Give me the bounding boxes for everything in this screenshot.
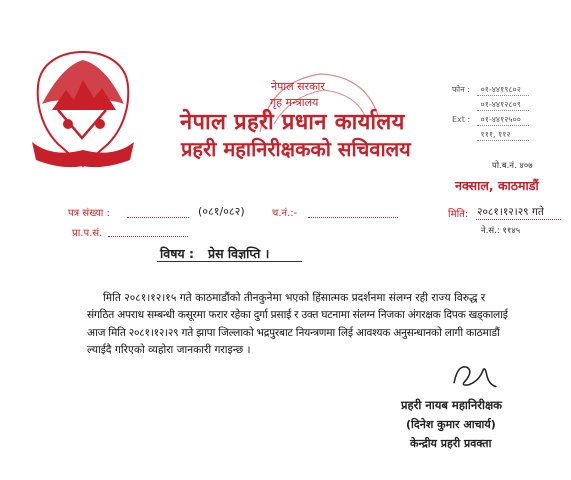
- phone-row-2: [452, 99, 529, 111]
- body-line-4: ल्याईदै गरिएको व्यहोरा जानकारी गराइन्छ ।: [87, 344, 251, 357]
- signatory-role: केन्द्रीय प्रहरी प्रवक्ता: [410, 437, 492, 450]
- phone-number-2: ०१-४४१२८०९: [477, 99, 529, 111]
- dispatch-number-label: च.नं.:-: [272, 208, 298, 219]
- date-value: २०८१।१२।२९ गते: [477, 206, 544, 218]
- ext-number-2: १११, ११२: [477, 129, 529, 141]
- subject-text: प्रेस विज्ञप्ति ।: [208, 246, 270, 261]
- body-line-3: आज मिति २०८१।१२।२९ गते झापा जिल्लाको भद्रपुरबाट नियन्त्रणमा लिई आवश्यक अनुसन्धानको लागी काठमाडौं: [87, 326, 500, 339]
- receipt-number-line: [108, 236, 188, 237]
- ext-number-1: ०१-४४१२५००: [477, 114, 529, 126]
- dispatch-number-line: [308, 217, 398, 218]
- subject-label: विषय :: [160, 246, 195, 261]
- signatory-name: (दिनेश कुमार आचार्य): [406, 418, 496, 431]
- press-release-body: [87, 290, 527, 360]
- po-box: पो.ब.नं. ४०७: [492, 161, 533, 171]
- ministry-line: गृह मन्त्रालय: [270, 96, 319, 109]
- office-title: नेपाल प्रहरी प्रधान कार्यालय: [180, 110, 405, 135]
- ext-label: Ext :: [452, 115, 471, 124]
- fiscal-year: (०८१/०८२): [198, 205, 245, 218]
- signatory-designation: प्रहरी नायब महानिरीक्षक: [401, 398, 503, 412]
- secretariat-title: प्रहरी महानिरीक्षकको सचिवालय: [181, 137, 411, 161]
- date-label: मिति:: [448, 209, 469, 220]
- phone-label: फोन :: [452, 85, 470, 94]
- receipt-number-label: प्रा.प.सं.: [72, 228, 103, 239]
- date-line: [476, 219, 561, 220]
- government-line: नेपाल सरकार: [271, 80, 325, 93]
- letter-number-label: पत्र संख्या :: [68, 208, 110, 219]
- office-location: नक्साल, काठमाडौं: [455, 178, 539, 193]
- handwritten-signature: [446, 358, 504, 396]
- phone-row-1: [452, 84, 529, 96]
- dispatch-number-value: ने.सं.: ११४५: [481, 226, 521, 236]
- letter-number-line: [127, 217, 189, 218]
- body-line-2: संगठित अपराध सम्बन्धी कसूरमा फरार रहेका दुर्गा प्रसाई र उक्त घटनामा संलग्न निजका अंगरक्षक दिपक खड्कालाई: [87, 309, 508, 322]
- phone-row-4: [452, 129, 529, 141]
- body-line-1: मिति २०८१।१२।१५ गते काठमाडौंको तीनकुनेमा भएको हिंसात्मक प्रदर्शनमा संलग्न रही राज्य विरुद्ध र: [103, 292, 486, 304]
- nepal-emblem-icon: [22, 46, 144, 176]
- phone-row-3: [452, 114, 529, 126]
- phone-number-1: ०१-४४१९८०२: [477, 84, 529, 96]
